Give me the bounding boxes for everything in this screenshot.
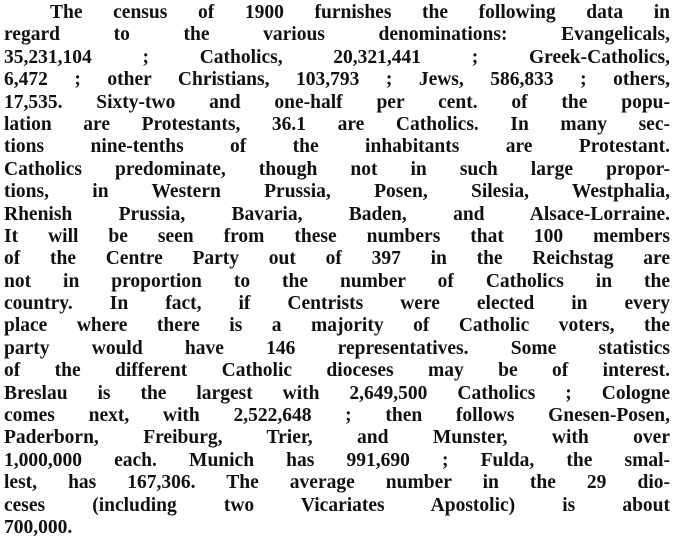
text-line: Paderborn, Freiburg, Trier, and Munster, with over [4, 427, 670, 449]
text-line: 1,000,000 each. Munich has 991,690 ; Fulda, the smal- [4, 449, 670, 471]
text-line: It will be seen from these numbers that 100 members [4, 225, 670, 247]
text-line: Breslau is the largest with 2,649,500 Catholics ; Cologne [4, 382, 670, 404]
text-line: of the different Catholic dioceses may be of interest. [4, 360, 670, 382]
text-line: lation are Protestants, 36.1 are Catholics. In many sec- [4, 113, 670, 135]
text-line: ceses (including two Vicariates Apostolic) is about [4, 494, 670, 516]
text-line: regard to the various denominations: Evangelicals, [4, 24, 670, 46]
census-paragraph [4, 2, 670, 539]
text-line: place where there is a majority of Catholic voters, the [4, 315, 670, 337]
text-line: Catholics predominate, though not in such large propor- [4, 158, 670, 180]
text-line: 35,231,104 ; Catholics, 20,321,441 ; Greek-Catholics, [4, 46, 670, 68]
text-line: 6,472 ; other Christians, 103,793 ; Jews, 586,833 ; others, [4, 69, 670, 91]
text-line: not in proportion to the number of Catholics in the [4, 270, 670, 292]
text-line: The census of 1900 furnishes the following data in [50, 2, 670, 23]
text-line: tions nine-tenths of the inhabitants are Protestant. [4, 136, 670, 158]
text-line: 700,000. [4, 516, 73, 538]
text-line: lest, has 167,306. The average number in the 29 dio- [4, 472, 670, 494]
text-line: comes next, with 2,522,648 ; then follows Gnesen-Posen, [4, 405, 670, 427]
text-line: Rhenish Prussia, Bavaria, Baden, and Alsace-Lorraine. [4, 203, 670, 225]
text-line: of the Centre Party out of 397 in the Reichstag are [4, 248, 670, 270]
text-line: party would have 146 representatives. Some statistics [4, 337, 670, 359]
text-line: country. In fact, if Centrists were elected in every [4, 293, 670, 315]
text-line: 17,535. Sixty-two and one-half per cent. of the popu- [4, 91, 670, 113]
text-line: tions, in Western Prussia, Posen, Silesia, Westphalia, [4, 181, 670, 203]
